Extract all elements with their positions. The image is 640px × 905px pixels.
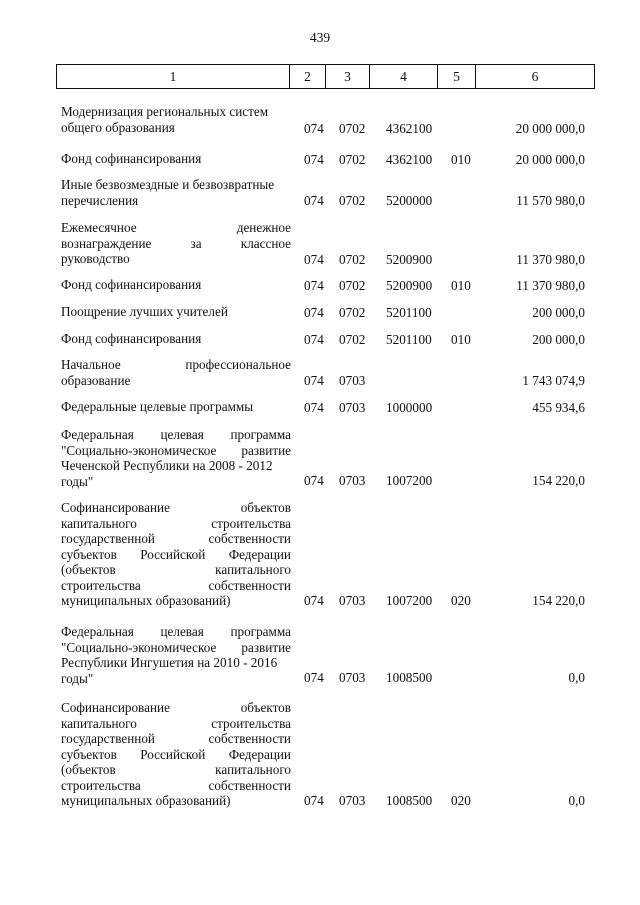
amount: 11 370 980,0 [516,251,585,267]
ministry-code: 074 [304,399,324,415]
desc-line: капитального строительства [61,715,291,731]
target-code: 5200900 [386,277,433,293]
section-code: 0702 [339,251,366,267]
desc-line: Иные безвозмездные и безвозвратные [61,177,275,192]
section-code: 0702 [339,151,366,167]
amount: 455 934,6 [532,399,585,415]
table-row [0,304,640,331]
header-col-3: 3 [326,65,370,89]
amount: 0,0 [568,792,585,808]
page-number: 439 [309,30,331,45]
amount: 1 743 074,9 [522,372,585,388]
desc-line: Фонд софинансирования [61,277,202,292]
amount: 11 570 980,0 [516,192,585,208]
desc-line: субъектов Российской Федерации [61,746,291,762]
ministry-code: 074 [304,251,324,267]
section-code: 0702 [339,192,366,208]
ministry-code: 074 [304,120,324,136]
target-code: 5201100 [386,304,432,320]
ministry-code: 074 [304,277,324,293]
row-description [61,624,291,686]
target-code: 5200900 [386,251,433,267]
table-row [0,331,640,357]
desc-line: образование [61,372,131,388]
desc-line: Поощрение лучших учителей [61,304,228,319]
desc-line: Республики Ингушетия на 2010 - 2016 [61,655,278,670]
row-description [61,427,291,489]
ministry-code: 074 [304,151,324,167]
row-description [61,104,291,135]
desc-line: руководство [61,251,130,266]
row-description [61,151,291,167]
header-col-2: 2 [290,65,326,89]
desc-line: общего образования [61,119,175,135]
table-row [0,104,640,151]
amount: 200 000,0 [532,331,585,347]
amount: 11 370 980,0 [516,277,585,293]
desc-line: муниципальных образований) [61,793,231,808]
target-code: 1008500 [386,669,433,685]
row-description [61,700,291,809]
amount: 0,0 [568,669,585,685]
table-row [0,500,640,624]
target-code: 4362100 [386,151,433,167]
amount: 200 000,0 [532,304,585,320]
target-code: 1007200 [386,472,433,488]
budget-rows [0,104,640,824]
amount: 154 220,0 [532,592,585,608]
desc-line: перечисления [61,192,139,208]
ministry-code: 074 [304,192,324,208]
target-code: 5201100 [386,331,432,347]
column-header-table [56,64,595,89]
header-col-1: 1 [57,65,290,89]
section-code: 0703 [339,592,366,608]
row-description [61,177,291,208]
section-code: 0702 [339,304,366,320]
amount: 20 000 000,0 [515,120,585,136]
ministry-code: 074 [304,331,324,347]
row-description [61,304,291,320]
ministry-code: 074 [304,592,324,608]
type-code: 020 [451,792,471,808]
section-code: 0703 [339,472,366,488]
desc-line: Начальное профессиональное [61,357,291,372]
row-description [61,357,291,388]
target-code: 1008500 [386,792,433,808]
target-code: 5200000 [386,192,433,208]
table-row [0,399,640,427]
ministry-code: 074 [304,372,324,388]
desc-line: строительства собственности [61,577,291,593]
header-col-6: 6 [476,65,595,89]
amount: 20 000 000,0 [515,151,585,167]
desc-line: муниципальных образований) [61,593,231,608]
desc-line: годы" [61,473,94,489]
row-description [61,331,291,347]
target-code: 1007200 [386,592,433,608]
desc-line: Федеральная целевая программа [61,624,291,639]
section-code: 0703 [339,669,366,685]
desc-line: (объектов капитального [61,562,291,577]
table-row [0,177,640,220]
type-code: 010 [451,331,471,347]
header-row [57,65,595,89]
section-code: 0703 [339,399,366,415]
desc-line: годы" [61,670,94,686]
header-col-5: 5 [438,65,476,89]
desc-line: строительства собственности [61,777,291,793]
target-code: 1000000 [386,399,433,415]
ministry-code: 074 [304,792,324,808]
section-code: 0702 [339,331,366,347]
row-description [61,220,291,267]
table-row [0,357,640,399]
desc-line: Федеральные целевые программы [61,399,254,414]
type-code: 020 [451,592,471,608]
section-code: 0703 [339,792,366,808]
ministry-code: 074 [304,472,324,488]
desc-line: Федеральная целевая программа [61,427,291,442]
desc-line: государственной собственности [61,731,291,746]
table-row [0,624,640,700]
type-code: 010 [451,277,471,293]
desc-line: Фонд софинансирования [61,151,202,166]
target-code: 4362100 [386,120,433,136]
desc-line: Софинансирование объектов [61,700,291,715]
desc-line: "Социально-экономическое развитие [61,639,291,655]
amount: 154 220,0 [532,472,585,488]
ministry-code: 074 [304,669,324,685]
ministry-code: 074 [304,304,324,320]
desc-line: государственной собственности [61,531,291,546]
table-row [0,427,640,500]
table-row [0,700,640,824]
desc-line: субъектов Российской Федерации [61,546,291,562]
row-description [61,500,291,609]
type-code: 010 [451,151,471,167]
row-description [61,399,291,415]
table-row [0,220,640,277]
desc-line: вознаграждение за классное [61,235,291,251]
desc-line: "Социально-экономическое развитие [61,442,291,458]
desc-line: Софинансирование объектов [61,500,291,515]
table-row [0,151,640,177]
desc-line: Чеченской Республики на 2008 - 2012 [61,458,273,473]
desc-line: Ежемесячное денежное [61,220,291,235]
desc-line: Фонд софинансирования [61,331,202,346]
row-description [61,277,291,293]
section-code: 0702 [339,120,366,136]
section-code: 0703 [339,372,366,388]
desc-line: Модернизация региональных систем [61,104,269,119]
desc-line: (объектов капитального [61,762,291,777]
header-col-4: 4 [370,65,438,89]
desc-line: капитального строительства [61,515,291,531]
table-row [0,277,640,304]
section-code: 0702 [339,277,366,293]
